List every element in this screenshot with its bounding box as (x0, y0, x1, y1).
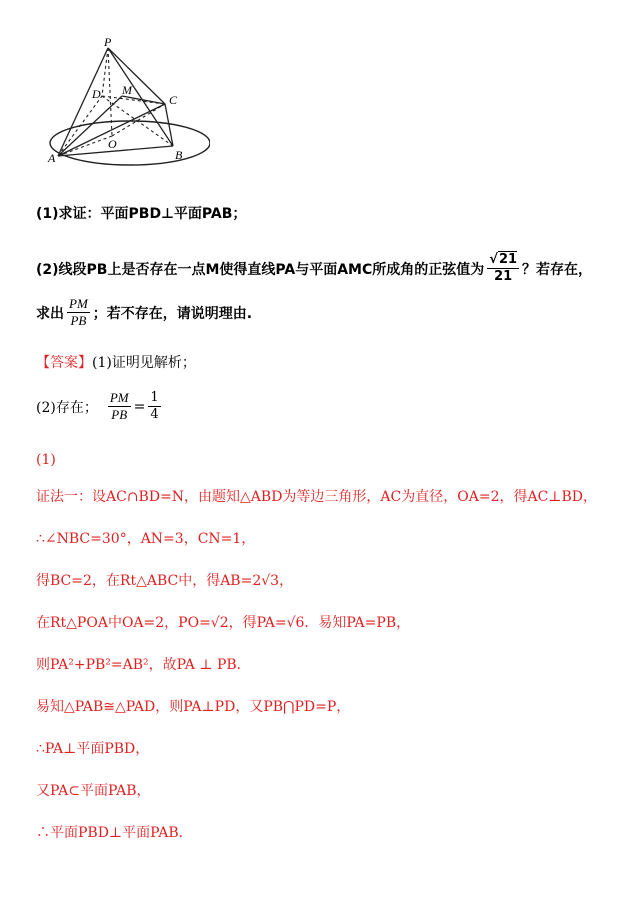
answer-part-1: (1)证明见解析； (92, 355, 196, 371)
proof-line-3: 得BC=2，在Rt△ABC中，得AB=2√3， (36, 573, 294, 589)
proof-line (36, 822, 193, 842)
label-m: M (122, 83, 132, 97)
proof-line-6: 易知△PAB≅△PAD，则PA⊥PD，又PB⋂PD=P， (36, 699, 351, 715)
answer-value-fraction (148, 390, 160, 423)
proof-line-2: ∴∠NBC=30°，AN=3，CN=1， (36, 531, 256, 547)
pm-pb-fraction (67, 296, 90, 329)
proof-heading (36, 452, 56, 468)
question-2-line-1 (36, 252, 592, 285)
proof-line-7: ∴PA⊥平面PBD， (36, 741, 150, 757)
sine-denominator: 21 (494, 269, 513, 284)
answer-part-2-line: (2)存在； $\frac{PM}{PB}$ = $\frac{1}{4}$ (36, 390, 159, 422)
sine-numerator: 21 (498, 252, 518, 267)
proof-line-9: ∴平面PBD⊥平面PAB． (36, 825, 193, 841)
proof-line (36, 780, 151, 800)
label-c: C (169, 93, 178, 107)
proof-line (36, 528, 255, 548)
question-2-text-d: ；若不存在，请说明理由. (92, 305, 253, 322)
proof-line (36, 570, 293, 590)
answer-label: 【答案】 (36, 355, 92, 371)
proof-line-1: 证法一：设AC∩BD=N，由题知△ABD为等边三角形，AC为直径，OA=2，得AC⊥BD， (36, 489, 597, 505)
answer-part-2-prefix: (2)存在； (36, 399, 98, 416)
question-2-text-a: (2)线段PB上是否存在一点M使得直线PA与平面AMC所成角的正弦值为 (36, 261, 485, 278)
question-2-text-b: ？若存在， (522, 261, 593, 278)
label-p: P (104, 36, 112, 49)
question-1 (36, 203, 246, 223)
frac-denominator: PB (70, 313, 87, 328)
label-d: D (92, 87, 101, 101)
label-b: B (175, 148, 183, 162)
pyramid-figure (40, 36, 210, 171)
proof-line-4: 在Rt△POA中OA=2，PO=√2，得PA=√6．易知PA=PB， (36, 615, 411, 631)
answer-ratio-numerator: PM (109, 390, 129, 405)
answer-value-numerator: 1 (150, 390, 159, 405)
answer-ratio-denominator: PB (111, 407, 128, 422)
frac-numerator: PM (69, 296, 88, 311)
proof-heading-text: (1) (36, 452, 56, 468)
label-o: O (108, 137, 117, 151)
question-1-text: (1)求证：平面PBD⊥平面PAB； (36, 206, 247, 222)
label-a: A (48, 151, 56, 165)
proof-line (36, 696, 350, 716)
proof-line (36, 612, 410, 632)
proof-line-5: 则PA²+PB²=AB²，故PA ⊥ PB． (36, 657, 251, 673)
question-2-line-2 (36, 296, 252, 329)
proof-line (36, 486, 597, 506)
proof-line (36, 738, 149, 758)
answer-line (36, 352, 196, 372)
proof-line (36, 654, 251, 674)
proof-line-8: 又PA⊂平面PAB， (36, 783, 151, 799)
answer-ratio-fraction (108, 390, 131, 423)
answer-value-denominator: 4 (150, 407, 159, 422)
question-2-text-c: 求出 (36, 305, 64, 322)
base-circle (50, 121, 210, 165)
sine-fraction: $\frac{√21}{21}$ (489, 252, 518, 284)
